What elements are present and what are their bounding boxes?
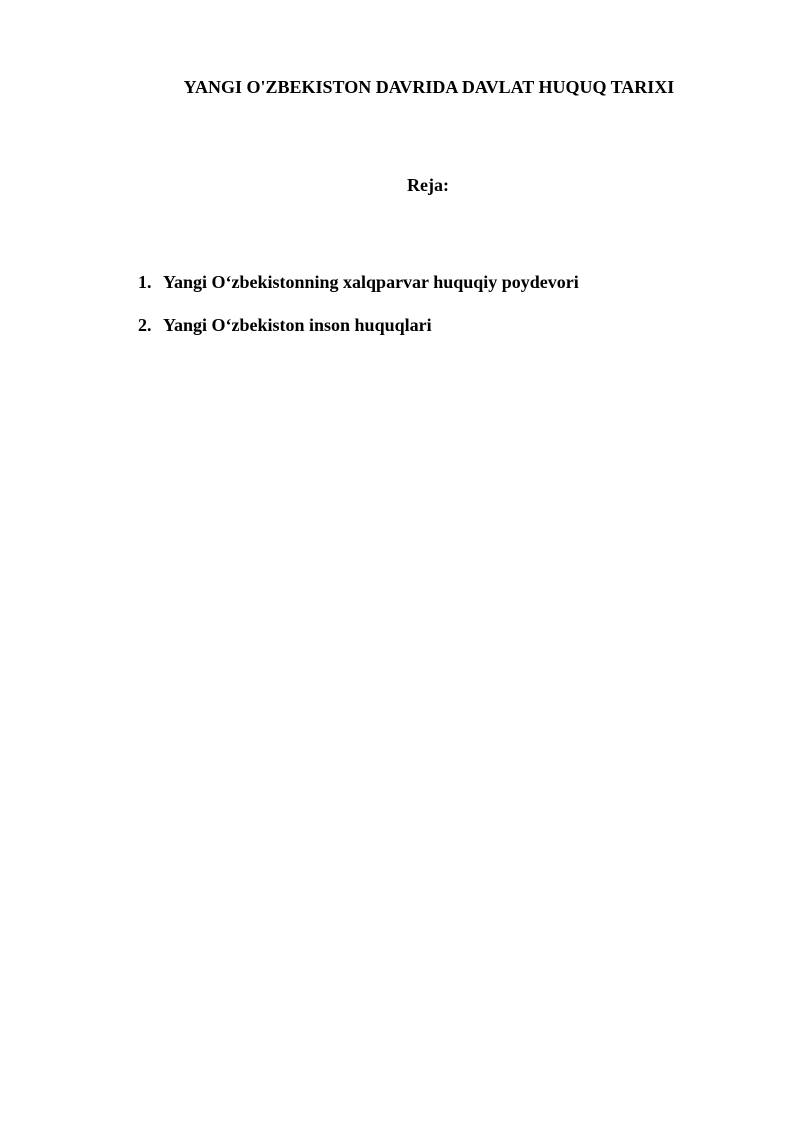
plan-item-text: Yangi O‘zbekistonning xalqparvar huquqiy poydevori: [163, 272, 579, 292]
plan-list: [138, 271, 579, 357]
document-title: YANGI O'ZBEKISTON DAVRIDA DAVLAT HUQUQ TARIXI: [183, 77, 675, 97]
plan-item-number: 1.: [138, 272, 152, 292]
plan-item-1: [138, 271, 579, 293]
plan-item-number: 2.: [138, 315, 152, 335]
plan-heading: Reja:: [407, 175, 449, 195]
plan-item-text: Yangi O‘zbekiston inson huquqlari: [163, 315, 432, 335]
plan-item-2: [138, 314, 579, 336]
